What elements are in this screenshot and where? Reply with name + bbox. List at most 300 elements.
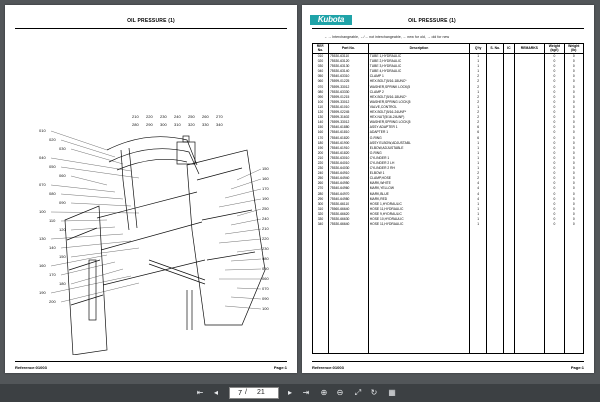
ref-cell: 310	[313, 207, 329, 212]
ref-cell: 250	[313, 176, 329, 181]
qty-cell: 4	[470, 192, 487, 197]
col-remarks: REMARKS	[514, 44, 545, 54]
weight-lb-cell: 0	[564, 222, 583, 227]
part-no-cell: 75540-61910	[328, 146, 368, 151]
grid-icon[interactable]: ▦	[388, 388, 396, 397]
weight-kg-cell: 0	[545, 69, 564, 74]
ref-cell: 330	[313, 217, 329, 222]
qty-cell: 6	[470, 125, 487, 130]
ref-cell: 210	[313, 156, 329, 161]
right-page-label: Page:1	[570, 365, 584, 370]
callout-leader	[51, 185, 115, 192]
weight-kg-cell: 0	[545, 79, 564, 84]
part-no-cell: 75530-63110	[328, 54, 368, 60]
empty-cell	[470, 227, 487, 353]
description-cell: ELBOW 1	[368, 171, 469, 176]
callout-leader	[231, 219, 261, 225]
callout-leader	[61, 194, 123, 199]
part-no-cell: 75599-33012	[328, 120, 368, 125]
description-cell: HEX.BOLT(5/16-18UNC*	[368, 95, 469, 100]
callout-leader	[231, 297, 261, 299]
callout-label: 320	[188, 122, 195, 127]
weight-lb-cell: 0	[564, 95, 583, 100]
qty-cell: 1	[470, 212, 487, 217]
weight-lb-cell: 0	[564, 85, 583, 90]
weight-kg-cell: 0	[545, 202, 564, 207]
callout-label: 230	[160, 114, 167, 119]
zoom-out-icon[interactable]: ⊖	[336, 388, 344, 397]
right-reference: Reference:01003	[312, 365, 344, 370]
prev-page-icon[interactable]: ◂	[213, 388, 218, 397]
part-no-cell: 75530-63330	[328, 90, 368, 95]
part-no-cell: 75560-66640	[328, 207, 368, 212]
weight-lb-cell: 0	[564, 161, 583, 166]
part-no-cell: 75530-66110	[328, 202, 368, 207]
interchangeability-legend: ←→ Interchangeable, ←/→ not interchangeable, ← new for old, → old for new	[324, 35, 450, 39]
qty-cell: 2	[470, 176, 487, 181]
ref-cell: 220	[313, 161, 329, 166]
col-ref: REF. No.	[313, 44, 329, 54]
callout-label: 200	[49, 299, 56, 304]
zoom-in-icon[interactable]: ⊕	[320, 388, 328, 397]
description-cell: VALVE,CONTROL	[368, 105, 469, 110]
description-cell: HEX.BOLT(5/16-24UNF*	[368, 110, 469, 115]
qty-cell: 1	[470, 161, 487, 166]
description-cell: O-RING	[368, 151, 469, 156]
qty-cell: 1	[470, 141, 487, 146]
bucket-outline	[65, 206, 107, 355]
empty-cell	[564, 227, 583, 353]
weight-lb-cell: 0	[564, 171, 583, 176]
weight-kg-cell: 0	[545, 141, 564, 146]
weight-kg-cell: 0	[545, 105, 564, 110]
weight-lb-cell: 0	[564, 146, 583, 151]
weight-kg-cell: 0	[545, 176, 564, 181]
callout-label: 210	[132, 114, 139, 119]
qty-cell: 1	[470, 207, 487, 212]
weight-lb-cell: 0	[564, 110, 583, 115]
weight-kg-cell: 0	[545, 115, 564, 120]
part-no-cell: 75599-01215	[328, 95, 368, 100]
description-cell: WASHER,SPRINK LOCK(5	[368, 85, 469, 90]
callout-leader	[71, 203, 131, 206]
qty-cell: 4	[470, 181, 487, 186]
qty-cell: 2	[470, 171, 487, 176]
description-cell: O-RING	[368, 136, 469, 141]
ref-cell: 230	[313, 166, 329, 171]
weight-lb-cell: 0	[564, 136, 583, 141]
description-cell: MARK,WHITE	[368, 181, 469, 186]
description-cell: HEX.NUT(5/16-24UNF)	[368, 115, 469, 120]
part-no-cell: 75530-64030	[328, 166, 368, 171]
qty-cell: 1	[470, 54, 487, 60]
callout-label: 180	[59, 281, 66, 286]
part-no-cell: 75530-66630	[328, 217, 368, 222]
callout-label: 150	[59, 254, 66, 259]
weight-kg-cell: 0	[545, 90, 564, 95]
col-weight-lb: Weight (lb)	[564, 44, 583, 54]
part-no-cell: 75530-66640	[328, 222, 368, 227]
weight-kg-cell: 0	[545, 166, 564, 171]
col-ic: IC	[504, 44, 514, 54]
callout-label: 070	[39, 182, 46, 187]
weight-lb-cell: 0	[564, 217, 583, 222]
callout-leader	[231, 259, 261, 261]
col-serial-no: S. No.	[487, 44, 504, 54]
weight-lb-cell: 0	[564, 120, 583, 125]
description-cell: HEX.BOLT(5/16-18UNC*	[368, 79, 469, 84]
qty-cell: 2	[470, 74, 487, 79]
callout-label: 010	[39, 128, 46, 133]
description-cell: HOSE 10,HYDRAULIC	[368, 217, 469, 222]
qty-cell: 1	[470, 69, 487, 74]
callout-leader	[61, 283, 139, 302]
weight-lb-cell: 0	[564, 212, 583, 217]
weight-lb-cell: 0	[564, 79, 583, 84]
empty-cell	[328, 227, 368, 353]
qty-cell: 1	[470, 217, 487, 222]
callout-label: 250	[262, 206, 269, 211]
description-cell: CYLINDER 2 LH	[368, 161, 469, 166]
part-no-cell: 75540-64960	[328, 186, 368, 191]
callout-label: 140	[49, 245, 56, 250]
callout-label: 050	[262, 266, 269, 271]
callout-label: 310	[174, 122, 181, 127]
qty-cell: 1	[470, 105, 487, 110]
bottom-rule	[312, 361, 584, 362]
callout-leader	[225, 269, 261, 270]
part-no-cell: 75540-61820	[328, 151, 368, 156]
ref-cell: 140	[313, 120, 329, 125]
callout-label: 210	[262, 226, 269, 231]
weight-kg-cell: 0	[545, 186, 564, 191]
ref-cell: 120	[313, 110, 329, 115]
description-cell: CYLINDER 2 RH	[368, 166, 469, 171]
ref-cell: 260	[313, 181, 329, 186]
callout-label: 170	[262, 186, 269, 191]
description-cell: CLAMP 2	[368, 90, 469, 95]
callout-label: 160	[39, 263, 46, 268]
qty-cell: 2	[470, 115, 487, 120]
callout-label: 300	[160, 122, 167, 127]
description-cell: MARK,RED	[368, 197, 469, 202]
weight-lb-cell: 0	[564, 156, 583, 161]
weight-kg-cell: 0	[545, 192, 564, 197]
ref-cell: 300	[313, 202, 329, 207]
weight-lb-cell: 0	[564, 186, 583, 191]
parts-table	[312, 43, 584, 354]
qty-cell: 1	[470, 64, 487, 69]
weight-kg-cell: 0	[545, 212, 564, 217]
part-no-cell: 75530-66620	[328, 212, 368, 217]
description-cell: HOSE 1,HYDRAULIC	[368, 202, 469, 207]
callout-label: 100	[39, 209, 46, 214]
qty-cell: 6	[470, 136, 487, 141]
qty-cell: 1	[470, 146, 487, 151]
callout-label: 330	[202, 122, 209, 127]
viewer-toolbar	[0, 384, 600, 402]
weight-kg-cell: 0	[545, 120, 564, 125]
top-rule	[312, 28, 584, 29]
ref-cell: 050	[313, 74, 329, 79]
description-cell: ASSY ADAPTER 1	[368, 125, 469, 130]
ref-cell: 160	[313, 130, 329, 135]
weight-lb-cell: 0	[564, 176, 583, 181]
col-qty: Q'ty	[470, 44, 487, 54]
description-cell: HOSE 11,HYDRAULIC	[368, 207, 469, 212]
part-no-cell: 75599-33012	[328, 100, 368, 105]
part-no-cell: 75540-61900	[328, 141, 368, 146]
callout-leader	[61, 140, 115, 157]
callout-label: 260	[202, 114, 209, 119]
weight-kg-cell: 0	[545, 125, 564, 130]
part-no-cell: 75530-63010	[328, 156, 368, 161]
empty-cell	[368, 227, 469, 353]
callout-label: 160	[262, 176, 269, 181]
ref-cell: 090	[313, 95, 329, 100]
callout-label: 120	[59, 227, 66, 232]
qty-cell: 4	[470, 197, 487, 202]
top-rule	[15, 28, 287, 29]
weight-kg-cell: 0	[545, 156, 564, 161]
callout-label: 090	[59, 200, 66, 205]
ref-cell: 200	[313, 151, 329, 156]
callout-label: 340	[216, 122, 223, 127]
cylinder-2	[187, 290, 192, 330]
bottom-rule	[15, 361, 287, 362]
ref-cell: 150	[313, 125, 329, 130]
weight-kg-cell: 0	[545, 85, 564, 90]
weight-kg-cell: 0	[545, 54, 564, 60]
weight-lb-cell: 0	[564, 166, 583, 171]
ref-cell: 070	[313, 85, 329, 90]
callout-leader	[225, 306, 261, 309]
part-no-cell: 75540-61820	[328, 136, 368, 141]
callout-label: 250	[188, 114, 195, 119]
part-no-cell: 75540-63310	[328, 74, 368, 79]
ref-cell: 190	[313, 146, 329, 151]
qty-cell: 1	[470, 166, 487, 171]
callout-label: 190	[262, 196, 269, 201]
callout-label: 110	[49, 218, 56, 223]
qty-cell: 2	[470, 95, 487, 100]
bucket-ribs	[67, 228, 103, 305]
qty-cell: 1	[470, 59, 487, 64]
part-no-cell: 75530-63140	[328, 69, 368, 74]
weight-lb-cell: 0	[564, 130, 583, 135]
ref-cell: 060	[313, 79, 329, 84]
table-header-row	[313, 44, 584, 54]
qty-cell: 2	[470, 85, 487, 90]
part-no-cell: 75530-64010	[328, 161, 368, 166]
weight-kg-cell: 0	[545, 217, 564, 222]
part-no-cell: 75540-64910	[328, 171, 368, 176]
callout-label: 290	[146, 122, 153, 127]
weight-lb-cell: 0	[564, 192, 583, 197]
part-no-cell: 75540-64980	[328, 197, 368, 202]
description-cell: ELBOW,ADJUSTABLE	[368, 146, 469, 151]
left-page-title: OIL PRESSURE (1)	[127, 18, 175, 24]
part-no-cell: 75530-63120	[328, 59, 368, 64]
description-cell: TUBE 3,HYDRAULIC	[368, 64, 469, 69]
callout-leader	[225, 189, 261, 198]
description-cell: ASSY ELBOW,ADJUSTABL	[368, 141, 469, 146]
weight-kg-cell: 0	[545, 161, 564, 166]
ref-cell: 170	[313, 136, 329, 141]
weight-kg-cell: 0	[545, 130, 564, 135]
ref-cell: 030	[313, 64, 329, 69]
table-filler-row	[313, 227, 584, 353]
weight-lb-cell: 0	[564, 151, 583, 156]
empty-cell	[545, 227, 564, 353]
description-cell: HOSE 11,HYDRAULIC	[368, 222, 469, 227]
callout-label: 190	[39, 290, 46, 295]
weight-kg-cell: 0	[545, 64, 564, 69]
fit-page-icon[interactable]: ⤢	[354, 388, 362, 397]
weight-kg-cell: 0	[545, 136, 564, 141]
weight-lb-cell: 0	[564, 59, 583, 64]
weight-kg-cell: 0	[545, 181, 564, 186]
description-cell: TUBE 1,HYDRAULIC	[368, 54, 469, 60]
qty-cell: 1	[470, 156, 487, 161]
callout-leader	[71, 176, 107, 185]
callout-label: 100	[262, 306, 269, 311]
qty-cell: 4	[470, 186, 487, 191]
callout-label: 220	[146, 114, 153, 119]
weight-kg-cell: 0	[545, 59, 564, 64]
exploded-parts-diagram	[37, 110, 287, 355]
callout-label: 230	[262, 246, 269, 251]
qty-cell: 1	[470, 90, 487, 95]
part-no-cell: 75599-33012	[328, 85, 368, 90]
ref-cell: 340	[313, 222, 329, 227]
ref-cell: 270	[313, 186, 329, 191]
weight-lb-cell: 0	[564, 105, 583, 110]
callout-leader	[51, 212, 139, 213]
col-description: Description	[368, 44, 469, 54]
qty-cell: 2	[470, 120, 487, 125]
callout-label: 060	[59, 173, 66, 178]
description-cell: WASHER,SPRING LOCK(5	[368, 120, 469, 125]
empty-cell	[487, 227, 504, 353]
frame-braces	[197, 168, 255, 260]
page-separator: /	[245, 389, 247, 396]
ref-cell: 080	[313, 90, 329, 95]
callout-leader	[231, 179, 261, 189]
part-no-cell: 75599-01225	[328, 79, 368, 84]
part-no-cell: 75540-64950	[328, 181, 368, 186]
weight-lb-cell: 0	[564, 64, 583, 69]
callout-label: 270	[216, 114, 223, 119]
callout-label: 080	[49, 191, 56, 196]
callout-leader	[219, 239, 261, 243]
qty-cell: 1	[470, 202, 487, 207]
callout-label: 240	[174, 114, 181, 119]
part-no-cell: 75530-61010	[328, 105, 368, 110]
ref-cell: 290	[313, 197, 329, 202]
weight-kg-cell: 0	[545, 95, 564, 100]
ref-cell: 240	[313, 171, 329, 176]
callout-leader	[51, 158, 131, 171]
col-part-no: Part No.	[328, 44, 368, 54]
callout-label: 060	[262, 276, 269, 281]
kubota-logo: Kubota	[310, 15, 352, 25]
last-page-icon[interactable]: ⇥	[302, 388, 310, 397]
callout-label: 090	[262, 296, 269, 301]
right-page-title: OIL PRESSURE (1)	[408, 18, 456, 24]
ref-cell: 100	[313, 100, 329, 105]
callout-label: 030	[59, 146, 66, 151]
ref-cell: 180	[313, 141, 329, 146]
qty-cell: 1	[470, 222, 487, 227]
qty-cell: 2	[470, 79, 487, 84]
ref-cell: 130	[313, 115, 329, 120]
left-reference: Reference:01003	[15, 365, 47, 370]
left-page-label: Page:1	[273, 365, 287, 370]
description-cell: TUBE 4,HYDRAULIC	[368, 69, 469, 74]
callout-leader	[71, 248, 139, 257]
callout-leader	[225, 229, 261, 234]
callout-label: 040	[39, 155, 46, 160]
rotate-icon[interactable]: ↻	[370, 388, 378, 397]
qty-cell: 2	[470, 110, 487, 115]
description-cell: TUBE 2,HYDRAULIC	[368, 59, 469, 64]
left-page	[5, 5, 297, 373]
ref-cell: 280	[313, 192, 329, 197]
weight-kg-cell: 0	[545, 74, 564, 79]
first-page-icon[interactable]: ⇤	[196, 388, 204, 397]
weight-lb-cell: 0	[564, 69, 583, 74]
part-no-cell: 75540-64970	[328, 192, 368, 197]
loader-frame	[187, 150, 265, 325]
callout-label: 220	[262, 236, 269, 241]
weight-kg-cell: 0	[545, 151, 564, 156]
empty-cell	[504, 227, 514, 353]
weight-lb-cell: 0	[564, 115, 583, 120]
ref-cell: 010	[313, 54, 329, 60]
qty-cell: 2	[470, 100, 487, 105]
ref-cell: 040	[313, 69, 329, 74]
callout-label: 240	[262, 216, 269, 221]
weight-lb-cell: 0	[564, 141, 583, 146]
description-cell: MARK,YELLOW	[368, 186, 469, 191]
weight-lb-cell: 0	[564, 54, 583, 60]
weight-kg-cell: 0	[545, 146, 564, 151]
callout-label: 080	[262, 256, 269, 261]
page-navigator	[229, 387, 279, 399]
callout-label: 170	[49, 272, 56, 277]
weight-lb-cell: 0	[564, 181, 583, 186]
weight-kg-cell: 0	[545, 100, 564, 105]
weight-kg-cell: 0	[545, 222, 564, 227]
weight-lb-cell: 0	[564, 197, 583, 202]
weight-lb-cell: 0	[564, 74, 583, 79]
weight-lb-cell: 0	[564, 90, 583, 95]
page-number-input[interactable]	[230, 388, 242, 398]
description-cell: CLAMP,HOSE	[368, 176, 469, 181]
right-page	[302, 5, 594, 373]
part-no-cell: 75540-64940	[328, 176, 368, 181]
qty-cell: 6	[470, 130, 487, 135]
callout-label: 050	[49, 164, 56, 169]
next-page-icon[interactable]: ▸	[287, 388, 292, 397]
weight-lb-cell: 0	[564, 125, 583, 130]
callout-leader	[237, 169, 261, 180]
col-weight-kg: Weight (kg/l)	[545, 44, 564, 54]
weight-lb-cell: 0	[564, 202, 583, 207]
part-no-cell: 75540-61880	[328, 125, 368, 130]
cylinder-left	[89, 260, 96, 320]
